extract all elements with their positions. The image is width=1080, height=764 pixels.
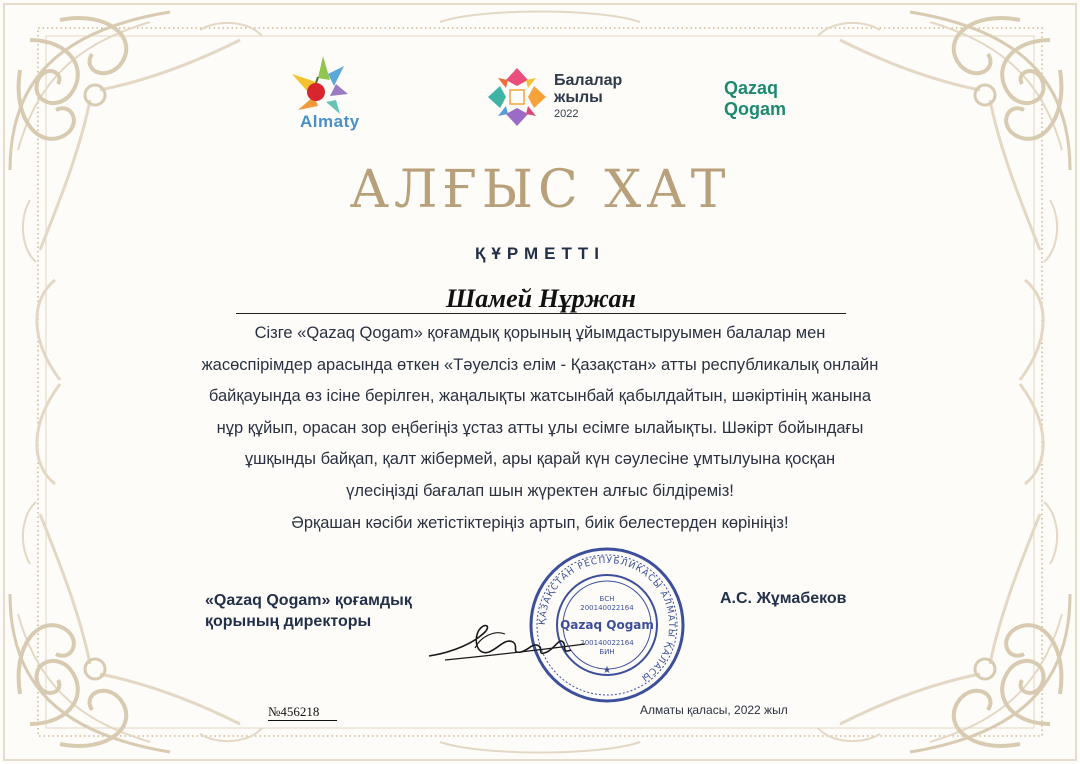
stamp-label-bottom: БИН bbox=[599, 648, 615, 656]
certificate-number: №456218 bbox=[268, 704, 337, 721]
certificate-body bbox=[190, 318, 890, 539]
stamp-center-text: Qazaq Qogam bbox=[560, 618, 654, 632]
city-year: Алматы қаласы, 2022 жыл bbox=[640, 703, 788, 717]
signatory-name: А.С. Жұмабеков bbox=[720, 590, 847, 607]
recipient-underline bbox=[236, 313, 846, 314]
recipient-name: Шамей Нұржан bbox=[445, 284, 636, 313]
handwritten-signature bbox=[425, 612, 595, 672]
children-year-line2: жылы bbox=[554, 89, 603, 106]
stamp-outer-text: ҚАЗАҚСТАН РЕСПУБЛИКАСЫ АЛМАТЫ ҚАЛАСЫ bbox=[537, 555, 677, 684]
certificate-subtitle: ҚҰРМЕТТІ bbox=[475, 244, 605, 263]
body-line: байқауында өз ісіне берілген, жаңалықты жатсынбай қабылдайтын, шәкіртінің жанына bbox=[208, 387, 872, 406]
body-line: Әрқашан кәсіби жетістіктеріңіз артып, биік белестерден көрініңіз! bbox=[291, 513, 789, 532]
stamp-star-icon: ★ bbox=[602, 665, 612, 676]
certificate-title: АЛҒЫС ХАТ bbox=[349, 160, 731, 220]
almaty-logo-text: Almaty bbox=[300, 112, 360, 131]
body-line: ұшқынды байқап, қалт жібермей, ары қарай күн сәулесіне ұмтылуына қосқан bbox=[244, 450, 836, 469]
stamp-bin-bottom: 200140022164 bbox=[580, 639, 634, 647]
body-line: жасөспірімдер арасында өткен «Тәуелсіз елім - Қазақстан» атты республикалық онлайн bbox=[201, 355, 879, 374]
signatory-title-line1: «Qazaq Qogam» қоғамдық bbox=[205, 592, 412, 609]
children-year-line1: Балалар bbox=[554, 72, 623, 89]
qazaq-qogam-logo-line1: Qazaq bbox=[724, 78, 779, 98]
children-year-logo bbox=[486, 66, 646, 128]
children-year-year: 2022 bbox=[554, 108, 579, 120]
body-line: үлесіңізді бағалап шын жүректен алғыс білдіреміз! bbox=[346, 481, 734, 500]
children-year-logo-icon bbox=[486, 66, 548, 128]
signatory-title-line2: қорының директоры bbox=[205, 613, 372, 630]
qazaq-qogam-logo bbox=[724, 78, 814, 124]
body-line: нұр құйып, орасан зор еңбегіңіз ұстаз атты ұлы есімге ылайықты. Шәкірт бойындағы bbox=[216, 418, 864, 437]
almaty-logo bbox=[278, 52, 378, 136]
qazaq-qogam-logo-line2: Qogam bbox=[724, 99, 787, 119]
stamp-bin-top: 200140022164 bbox=[580, 604, 634, 612]
stamp-label-top: БСН bbox=[599, 595, 615, 603]
body-line: Сізге «Qazaq Qogam» қоғамдық қорының ұйымдастыруымен балалар мен bbox=[254, 324, 826, 342]
